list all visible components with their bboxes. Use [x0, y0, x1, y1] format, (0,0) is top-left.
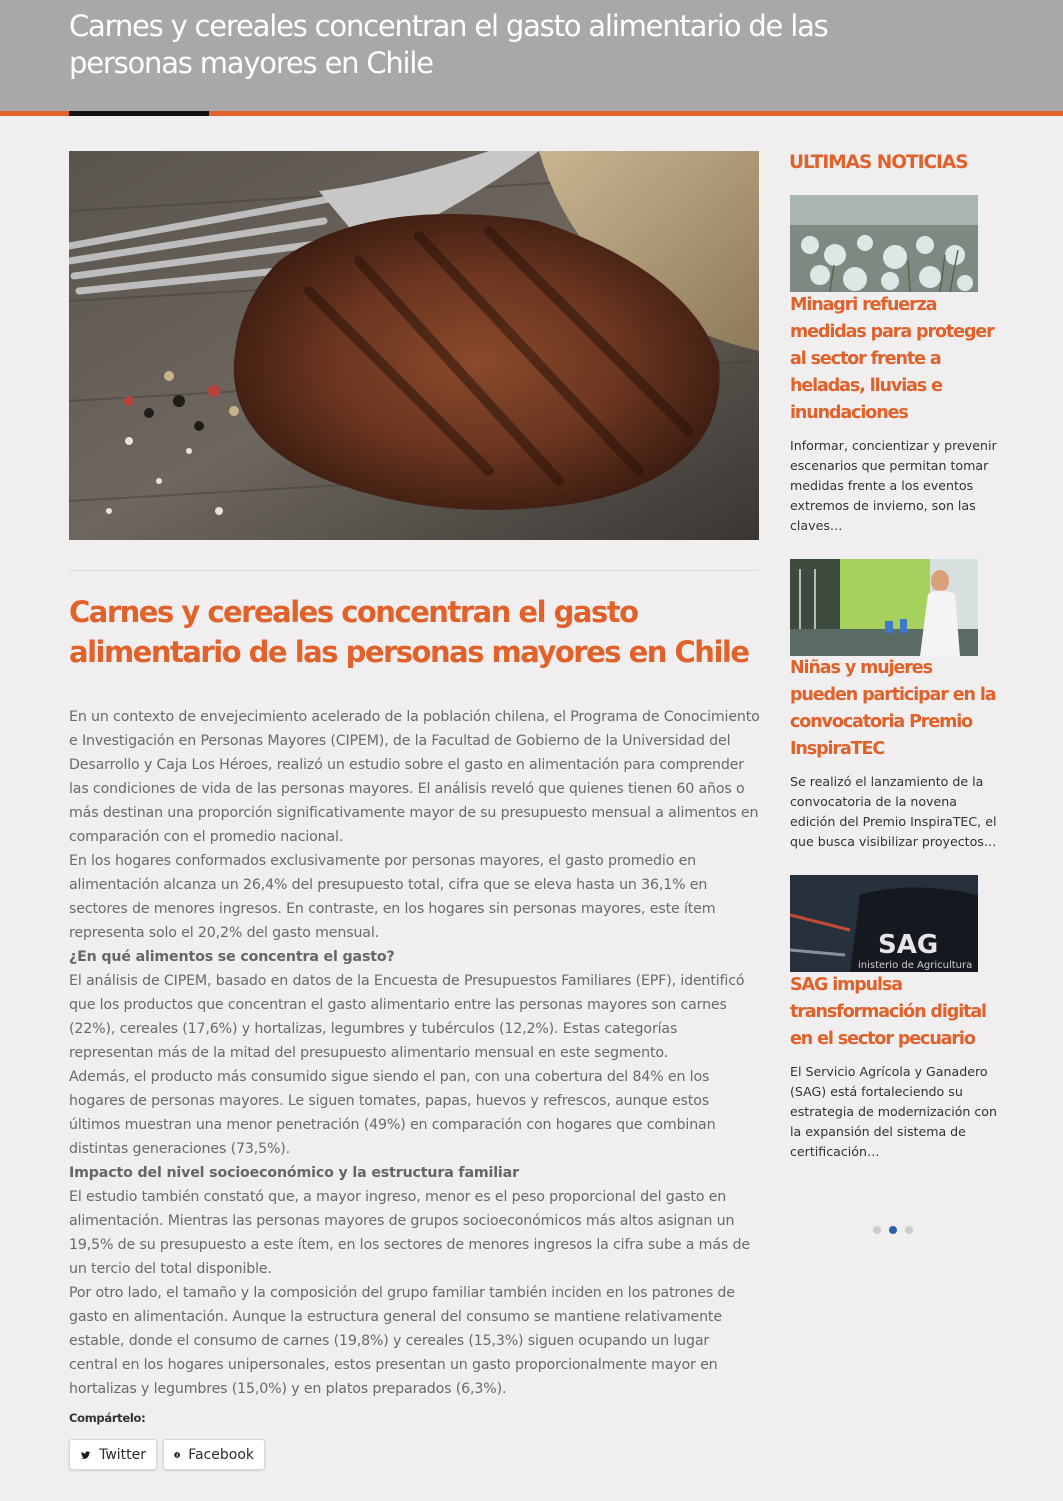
article-paragraph: El análisis de CIPEM, basado en datos de la Encuesta de Presupuestos Familiares (EPF), identificó que los productos que concentran el gasto alimentario entre las personas mayores son carnes (22%), cereales (17,6%) y hortalizas, legumbres y tubérculos (12,2%). Estas categorías representan más de la mitad del presupuesto alimentario mensual en este segmento. — [69, 973, 745, 1061]
share-label: Compártelo: — [69, 1411, 146, 1425]
news-title-link[interactable]: Niñas y mujeres pueden participar en la convocatoria Premio InspiraTEC — [790, 658, 996, 759]
facebook-share-button[interactable] — [163, 1439, 265, 1470]
facebook-icon — [174, 1447, 180, 1463]
article-paragraph: Por otro lado, el tamaño y la composición del grupo familiar también inciden en los patrones de gasto en alimentación. Aunque la estructura general del consumo se mantiene relativamente estable, donde el consumo de carnes (19,8%) y cereales (15,3%) siguen ocupando un lugar central en los hogares unipersonales, estos presentan un gasto proporcionalmente mayor en hortalizas y legumbres (15,0%) y en platos preparados (6,3%). — [69, 1285, 735, 1397]
article-subheading: Impacto del nivel socioeconómico y la estructura familiar — [69, 1165, 519, 1181]
article-paragraph: Además, el producto más consumido sigue siendo el pan, con una cobertura del 84% en los hogares de personas mayores. Le siguen tomates, papas, huevos y refrescos, aunque estos últimos muestran una menor penetración (49%) en comparación con hogares que combinan distintas generaciones (73,5%). — [69, 1069, 716, 1157]
article-body — [69, 705, 761, 1401]
sidebar-title: ULTIMAS NOTICIAS — [789, 152, 968, 173]
news-title-link[interactable]: Minagri refuerza medidas para proteger al sector frente a heladas, lluvias e inundaciones — [790, 295, 994, 423]
article-hero-image — [69, 151, 759, 540]
news-excerpt: Se realizó el lanzamiento de la convocatoria de la novena edición del Premio InspiraTEC, el que busca visibilizar proyectos… — [790, 774, 997, 849]
article-paragraph: En un contexto de envejecimiento acelerado de la población chilena, el Programa de Conocimiento e Investigación en Personas Mayores (CIPEM), de la Facultad de Gobierno de la Universidad del Desarrollo y Caja Los Héroes, realizó un estudio sobre el gasto en alimentación para comprender las condiciones de vida de las personas mayores. El análisis reveló que quienes tienen 60 años o más destinan una proporción significativamente mayor de su presupuesto mensual a alimentos en comparación con el promedio nacional. — [69, 709, 760, 845]
news-excerpt: Informar, concientizar y prevenir escenarios que permitan tomar medidas frente a los eventos extremos de invierno, son las claves… — [790, 438, 997, 533]
news-thumbnail-frost[interactable] — [790, 195, 978, 292]
news-title-link[interactable]: SAG impulsa transformación digital en el sector pecuario — [790, 975, 986, 1049]
pagination-dot[interactable] — [905, 1226, 913, 1234]
article-paragraph: En los hogares conformados exclusivamente por personas mayores, el gasto promedio en alimentación alcanza un 26,4% del presupuesto total, cifra que se eleva hasta un 36,1% en sectores de menores ingresos. En contraste, en los hogares sin personas mayores, este ítem representa solo el 20,2% del gasto mensual. — [69, 853, 716, 941]
twitter-share-button[interactable] — [69, 1439, 157, 1470]
carousel-pagination — [873, 1226, 913, 1234]
twitter-share-label: Twitter — [99, 1446, 146, 1463]
header-title: Carnes y cereales concentran el gasto alimentario de las personas mayores en Chile — [69, 9, 828, 80]
sag-logo-subtext: inisterio de Agricultura — [858, 960, 973, 971]
news-thumbnail-lab[interactable] — [790, 559, 978, 656]
news-thumbnail-sag[interactable] — [790, 875, 978, 972]
article-title: Carnes y cereales concentran el gasto alimentario de las personas mayores en Chile — [69, 595, 749, 669]
facebook-share-label: Facebook — [188, 1446, 254, 1463]
article-paragraph: El estudio también constató que, a mayor ingreso, menor es el peso proporcional del gasto en alimentación. Mientras las personas mayores de grupos socioeconómicos más altos asignan un 19,5% de su presupuesto a este ítem, en los sectores de menores ingresos la cifra sube a más de un tercio del total disponible. — [69, 1189, 750, 1277]
pagination-dot[interactable] — [873, 1226, 881, 1234]
pagination-dot-active[interactable] — [889, 1226, 897, 1234]
page-header — [0, 0, 1063, 116]
article-divider — [69, 570, 759, 571]
header-accent-marker — [69, 111, 209, 116]
news-excerpt: El Servicio Agrícola y Ganadero (SAG) está fortaleciendo su estrategia de modernización con la expansión del sistema de certificación… — [790, 1064, 997, 1159]
twitter-icon — [80, 1447, 91, 1463]
article-subheading: ¿En qué alimentos se concentra el gasto? — [69, 949, 395, 965]
sag-logo-text: SAG — [878, 930, 939, 960]
